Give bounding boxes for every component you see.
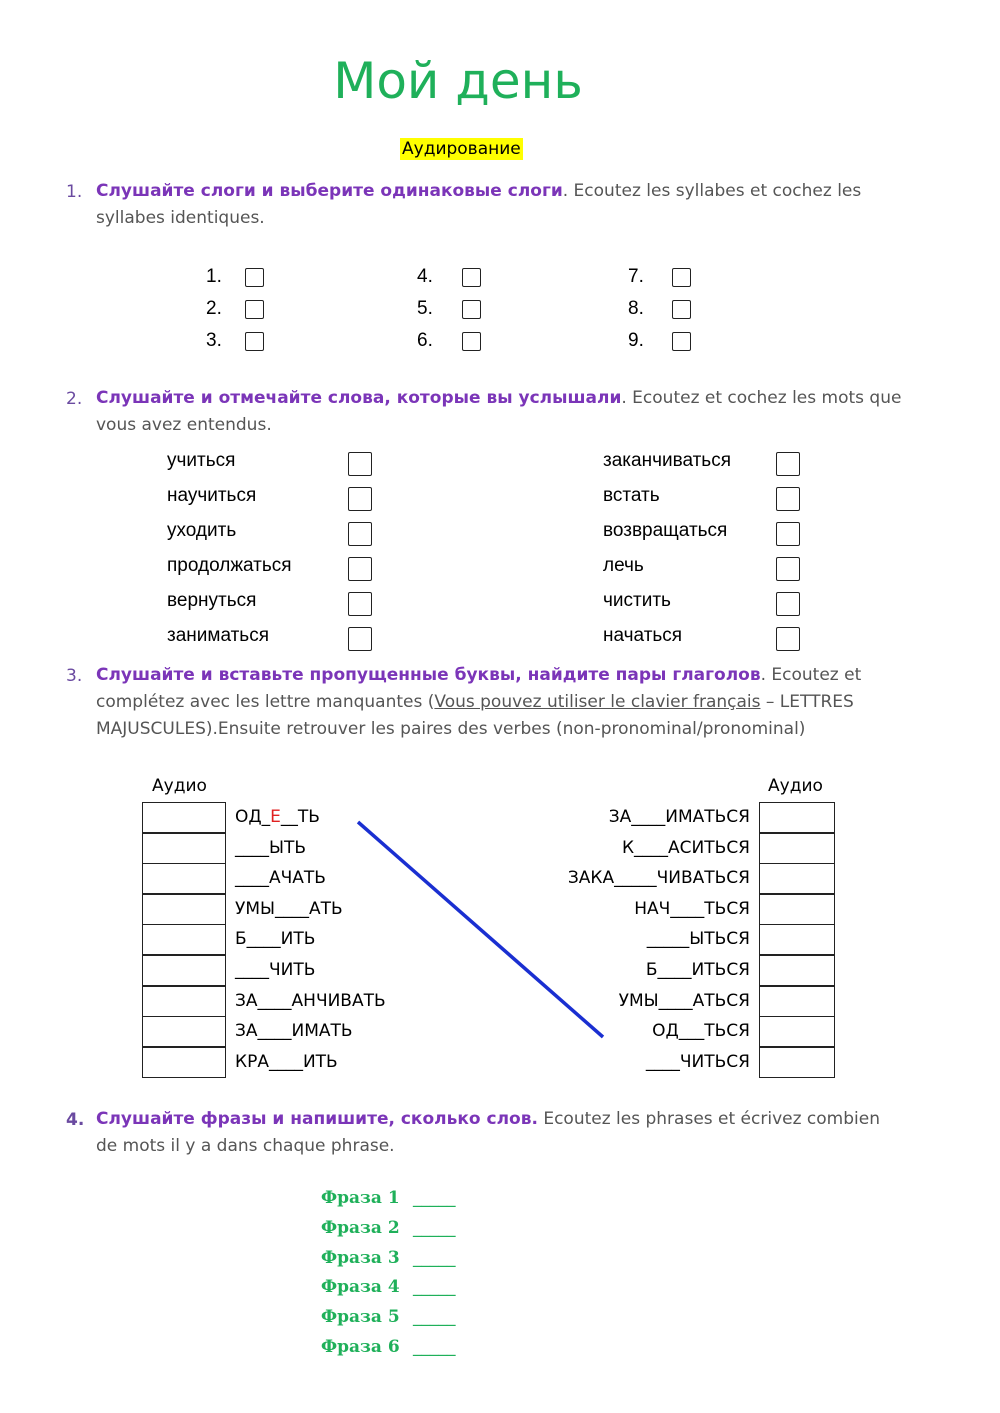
q2-word-left: заниматься <box>167 625 269 646</box>
phrase-label: Фраза 6 <box>321 1337 400 1357</box>
q1-item-number: 9. <box>628 330 644 351</box>
q2-russian: Слушайте и отмечайте слова, которые вы услышали <box>96 388 622 408</box>
q2-word-right: начаться <box>603 625 683 646</box>
q1-russian: Слушайте слоги и выберите одинаковые слоги <box>96 181 563 201</box>
audio-label-right: Аудио <box>768 776 823 796</box>
q2-word-left: уходить <box>167 520 237 541</box>
left-verb[interactable]: Б____ИТЬ <box>235 929 316 950</box>
left-verb[interactable]: ЗА____ИМАТЬ <box>235 1021 353 1042</box>
q2-word-right: заканчиваться <box>603 450 731 471</box>
q2-french-2: vous avez entendus. <box>96 415 272 435</box>
q4-number: 4. <box>66 1110 85 1130</box>
q3-french-2-underlined: Vous pouvez utiliser le clavier français <box>434 692 761 712</box>
q4-russian: Слушайте фразы и напишите, сколько слов. <box>96 1109 538 1129</box>
example-match-line <box>358 822 603 1037</box>
q4-french-2: de mots il y a dans chaque phrase. <box>96 1136 395 1156</box>
q1-french-2: syllabes identiques. <box>96 208 265 228</box>
q2-word-right: возвращаться <box>603 520 728 541</box>
q2-word-right: чистить <box>603 590 671 611</box>
phrase-answer-blank[interactable]: _____ <box>413 1247 456 1268</box>
example-letter: Е <box>270 807 281 827</box>
phrase-answer-blank[interactable]: _____ <box>413 1188 456 1208</box>
right-verb[interactable]: НАЧ____ТЬСЯ <box>634 898 750 919</box>
right-verb[interactable]: _____ЫТЬСЯ <box>646 929 750 950</box>
q2-word-left: продолжаться <box>167 555 292 576</box>
left-verb[interactable]: КРА____ИТЬ <box>235 1051 338 1072</box>
q4-french-1: Ecoutez les phrases et écrivez combien <box>537 1109 880 1129</box>
q1-item-number: 7. <box>628 266 644 287</box>
q1-item-number: 8. <box>628 298 644 319</box>
right-verb[interactable]: ЗАКА_____ЧИВАТЬСЯ <box>567 868 750 889</box>
right-verb[interactable]: ОД___ТЬСЯ <box>652 1021 750 1042</box>
q3-french-2b: – LETTRES <box>760 692 854 712</box>
audio-label-left: Аудио <box>152 776 207 796</box>
right-verb[interactable]: ЗА____ИМАТЬСЯ <box>608 807 750 827</box>
q1-french-1: . Ecoutez les syllabes et cochez les <box>562 181 862 201</box>
right-verb[interactable]: Б____ИТЬСЯ <box>645 960 750 980</box>
right-verb[interactable]: УМЫ____АТЬСЯ <box>618 990 750 1011</box>
q1-item-number: 1. <box>206 266 222 287</box>
phrase-label: Фраза 5 <box>321 1307 400 1328</box>
q1-item-number: 2. <box>206 298 222 319</box>
left-verb[interactable]: ЗА____АНЧИВАТЬ <box>235 990 386 1011</box>
phrase-answer-blank[interactable]: _____ <box>413 1307 456 1328</box>
q3-french-3: MAJUSCULES).Ensuite retrouver les paires des verbes (non-pronominal/pronominal) <box>96 719 806 739</box>
q3-number: 3. <box>66 666 83 686</box>
q2-word-left: учиться <box>167 450 236 471</box>
right-verb[interactable]: ____ЧИТЬСЯ <box>645 1051 750 1072</box>
q2-word-left: вернуться <box>167 590 257 611</box>
q3-french-2a: complétez avec les lettre manquantes ( <box>96 692 435 712</box>
q1-item-number: 5. <box>417 298 433 319</box>
phrase-answer-blank[interactable]: _____ <box>413 1337 456 1357</box>
q2-number: 2. <box>66 389 83 409</box>
left-verb[interactable]: УМЫ____АТЬ <box>235 898 343 919</box>
q3-french-1: . Ecoutez et <box>760 665 862 685</box>
phrase-label: Фраза 2 <box>321 1217 400 1238</box>
q4-instruction <box>96 1106 956 1160</box>
q1-item-number: 6. <box>417 330 433 351</box>
section-subtitle: Аудирование <box>402 139 521 159</box>
q2-word-left: научиться <box>167 485 257 506</box>
left-verb[interactable]: ____АЧАТЬ <box>235 868 326 889</box>
page-title: Мой день <box>333 52 583 110</box>
example-post: __ТЬ <box>280 807 320 827</box>
q1-item-number: 3. <box>206 330 222 351</box>
q1-number: 1. <box>66 182 83 202</box>
example-pre: ОД_ <box>235 807 271 827</box>
phrase-label: Фраза 3 <box>321 1247 400 1268</box>
phrase-label: Фраза 4 <box>321 1277 400 1298</box>
phrase-answer-blank[interactable]: _____ <box>413 1217 456 1238</box>
q3-russian: Слушайте и вставьте пропущенные буквы, найдите пары глаголов <box>96 665 761 685</box>
right-verb[interactable]: К____АСИТЬСЯ <box>621 837 750 858</box>
q1-item-number: 4. <box>417 266 433 287</box>
left-verb[interactable]: ____ЧИТЬ <box>235 960 316 980</box>
left-verb[interactable]: ____ЫТЬ <box>235 837 307 858</box>
q2-word-right: лечь <box>603 555 644 576</box>
q2-french-1: . Ecoutez et cochez les mots que <box>621 388 902 408</box>
q2-word-right: встать <box>603 485 660 506</box>
phrase-label: Фраза 1 <box>321 1188 400 1208</box>
phrase-answer-blank[interactable]: _____ <box>413 1277 456 1298</box>
